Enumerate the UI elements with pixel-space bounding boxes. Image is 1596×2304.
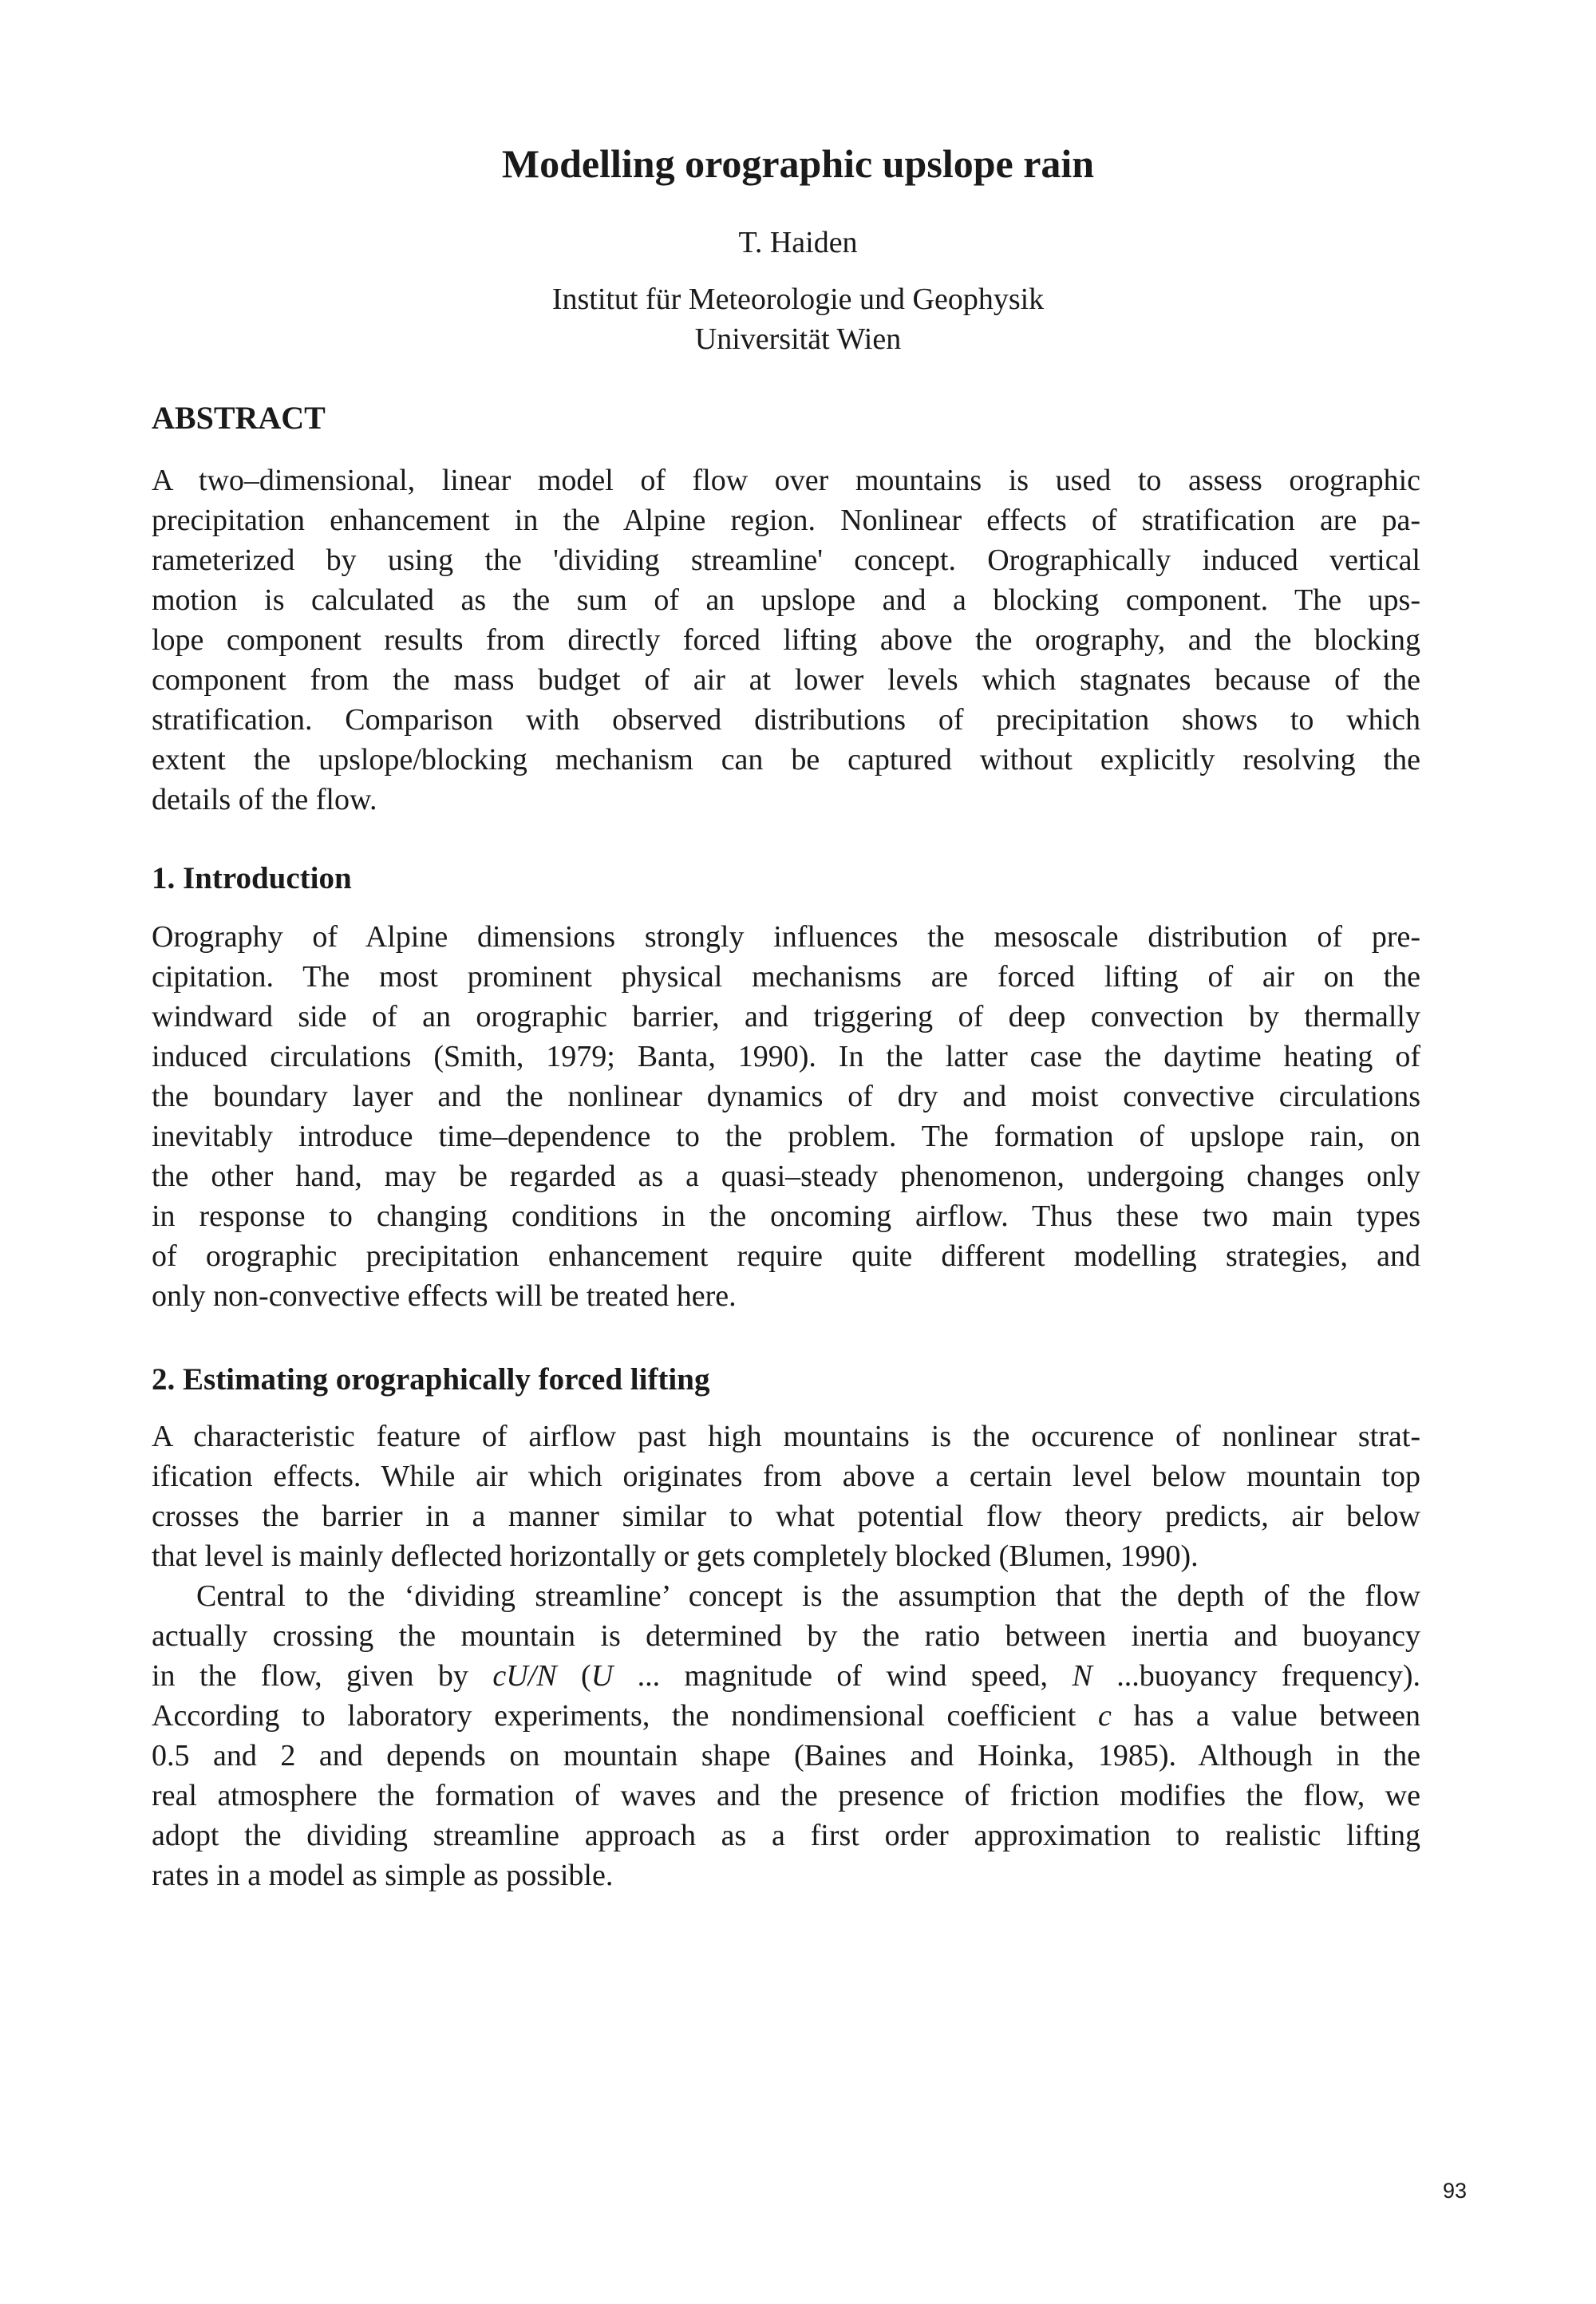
text-line: [152, 620, 1420, 660]
text-line: [152, 957, 1420, 997]
text-line: [152, 1156, 1420, 1196]
text-segment: only non-convective effects will be treated here.: [152, 1279, 737, 1313]
text-segment: details of the flow.: [152, 783, 377, 816]
text-line: [152, 1456, 1420, 1496]
text-line: [152, 660, 1420, 700]
math-symbol: cU/N: [492, 1659, 557, 1693]
text-segment: component from the mass budget of air at lower levels which stagnates because of the: [152, 663, 1420, 697]
text-segment: stratification. Comparison with observed distributions of precipitation shows to which: [152, 703, 1420, 737]
text-segment: extent the upslope/blocking mechanism can be captured without explicitly resolving the: [152, 743, 1420, 777]
text-line: [152, 1536, 1420, 1576]
text-line: [152, 740, 1420, 780]
text-segment: ... magnitude of wind speed,: [613, 1659, 1073, 1693]
affiliation-institute: Institut für Meteorologie und Geophysik: [551, 283, 1045, 316]
text-line: [152, 1116, 1420, 1156]
section-heading-forced-lifting: 2. Estimating orographically forced lifting: [152, 1362, 710, 1397]
text-line: [152, 1196, 1420, 1236]
text-line: [152, 1037, 1420, 1077]
text-line: [152, 1736, 1420, 1776]
text-line: [152, 1276, 1420, 1316]
text-line: [152, 1855, 1420, 1895]
text-segment: windward side of an orographic barrier, and triggering of deep convection by thermally: [152, 1000, 1420, 1033]
text-segment: ification effects. While air which originates from above a certain level below mountain top: [152, 1460, 1420, 1493]
text-segment: motion is calculated as the sum of an upslope and a blocking component. The ups-: [152, 583, 1420, 617]
text-segment: rameterized by using the 'dividing streamline' concept. Orographically induced vertical: [152, 543, 1420, 577]
text-segment: in response to changing conditions in the oncoming airflow. Thus these two main types: [152, 1199, 1420, 1233]
text-segment: inevitably introduce time–dependence to the problem. The formation of upslope rain, on: [152, 1120, 1420, 1153]
text-segment: actually crossing the mountain is determined by the ratio between inertia and buoyancy: [152, 1619, 1420, 1653]
text-segment: lope component results from directly forced lifting above the orography, and the blocking: [152, 623, 1420, 657]
math-symbol: U: [591, 1659, 614, 1693]
text-segment: (: [556, 1659, 591, 1693]
text-line: [152, 1776, 1420, 1816]
text-line: [152, 1616, 1420, 1656]
author: T. Haiden: [738, 226, 858, 259]
section-heading-introduction: 1. Introduction: [152, 861, 352, 895]
text-line: [152, 997, 1420, 1037]
text-line: [152, 1816, 1420, 1855]
text-line: [152, 700, 1420, 740]
text-line: [152, 1696, 1420, 1736]
text-segment: cipitation. The most prominent physical mechanisms are forced lifting of air on the: [152, 960, 1420, 994]
text-segment: real atmosphere the formation of waves and the presence of friction modifies the flow, we: [152, 1779, 1420, 1812]
text-segment: adopt the dividing streamline approach as a first order approximation to realistic lifting: [152, 1819, 1420, 1852]
text-segment: the boundary layer and the nonlinear dynamics of dry and moist convective circulations: [152, 1080, 1420, 1113]
affiliation-university: Universität Wien: [694, 322, 902, 356]
affiliation: [0, 279, 1596, 359]
text-segment: ...buoyancy frequency).: [1092, 1659, 1420, 1693]
text-segment: has a value between: [1111, 1699, 1420, 1733]
text-segment: induced circulations (Smith, 1979; Banta, 1990). In the latter case the daytime heating of: [152, 1040, 1420, 1073]
paper-title: Modelling orographic upslope rain: [501, 141, 1095, 186]
text-segment: A two–dimensional, linear model of flow over mountains is used to assess orographic: [152, 464, 1420, 497]
text-line: [152, 1236, 1420, 1276]
text-line: [152, 1576, 1420, 1616]
text-line: [152, 780, 1420, 820]
text-line: [152, 460, 1420, 500]
text-segment: crosses the barrier in a manner similar to what potential flow theory predicts, air below: [152, 1500, 1420, 1533]
text-line: [152, 540, 1420, 580]
text-segment: in the flow, given by: [152, 1659, 493, 1693]
text-line: [152, 500, 1420, 540]
math-symbol: N: [1072, 1659, 1092, 1693]
text-line: [152, 1656, 1420, 1696]
math-symbol: c: [1098, 1699, 1112, 1733]
forced-lifting-body: [152, 1417, 1420, 1895]
text-segment: Orography of Alpine dimensions strongly influences the mesoscale distribution of pre-: [152, 920, 1420, 954]
abstract-heading: ABSTRACT: [152, 400, 326, 436]
text-segment: A characteristic feature of airflow past high mountains is the occurence of nonlinear strat-: [152, 1420, 1420, 1453]
text-segment: Central to the ‘dividing streamline’ concept is the assumption that the depth of the flow: [196, 1579, 1420, 1613]
text-line: [152, 917, 1420, 957]
text-line: [152, 1077, 1420, 1116]
text-line: [152, 1417, 1420, 1456]
abstract-body: [152, 460, 1420, 820]
page-number: 93: [1443, 2179, 1468, 2203]
text-segment: precipitation enhancement in the Alpine region. Nonlinear effects of stratification are pa-: [152, 504, 1420, 537]
text-segment: rates in a model as simple as possible.: [152, 1859, 614, 1892]
text-segment: the other hand, may be regarded as a quasi–steady phenomenon, undergoing changes only: [152, 1160, 1420, 1193]
text-line: [152, 580, 1420, 620]
text-segment: of orographic precipitation enhancement require quite different modelling strategies, and: [152, 1239, 1420, 1273]
text-segment: According to laboratory experiments, the nondimensional coefficient: [152, 1699, 1098, 1733]
introduction-body: [152, 917, 1420, 1316]
text-line: [152, 1496, 1420, 1536]
text-segment: that level is mainly deflected horizontally or gets completely blocked (Blumen, 1990).: [152, 1539, 1199, 1573]
text-segment: 0.5 and 2 and depends on mountain shape (Baines and Hoinka, 1985). Although in the: [152, 1739, 1420, 1772]
